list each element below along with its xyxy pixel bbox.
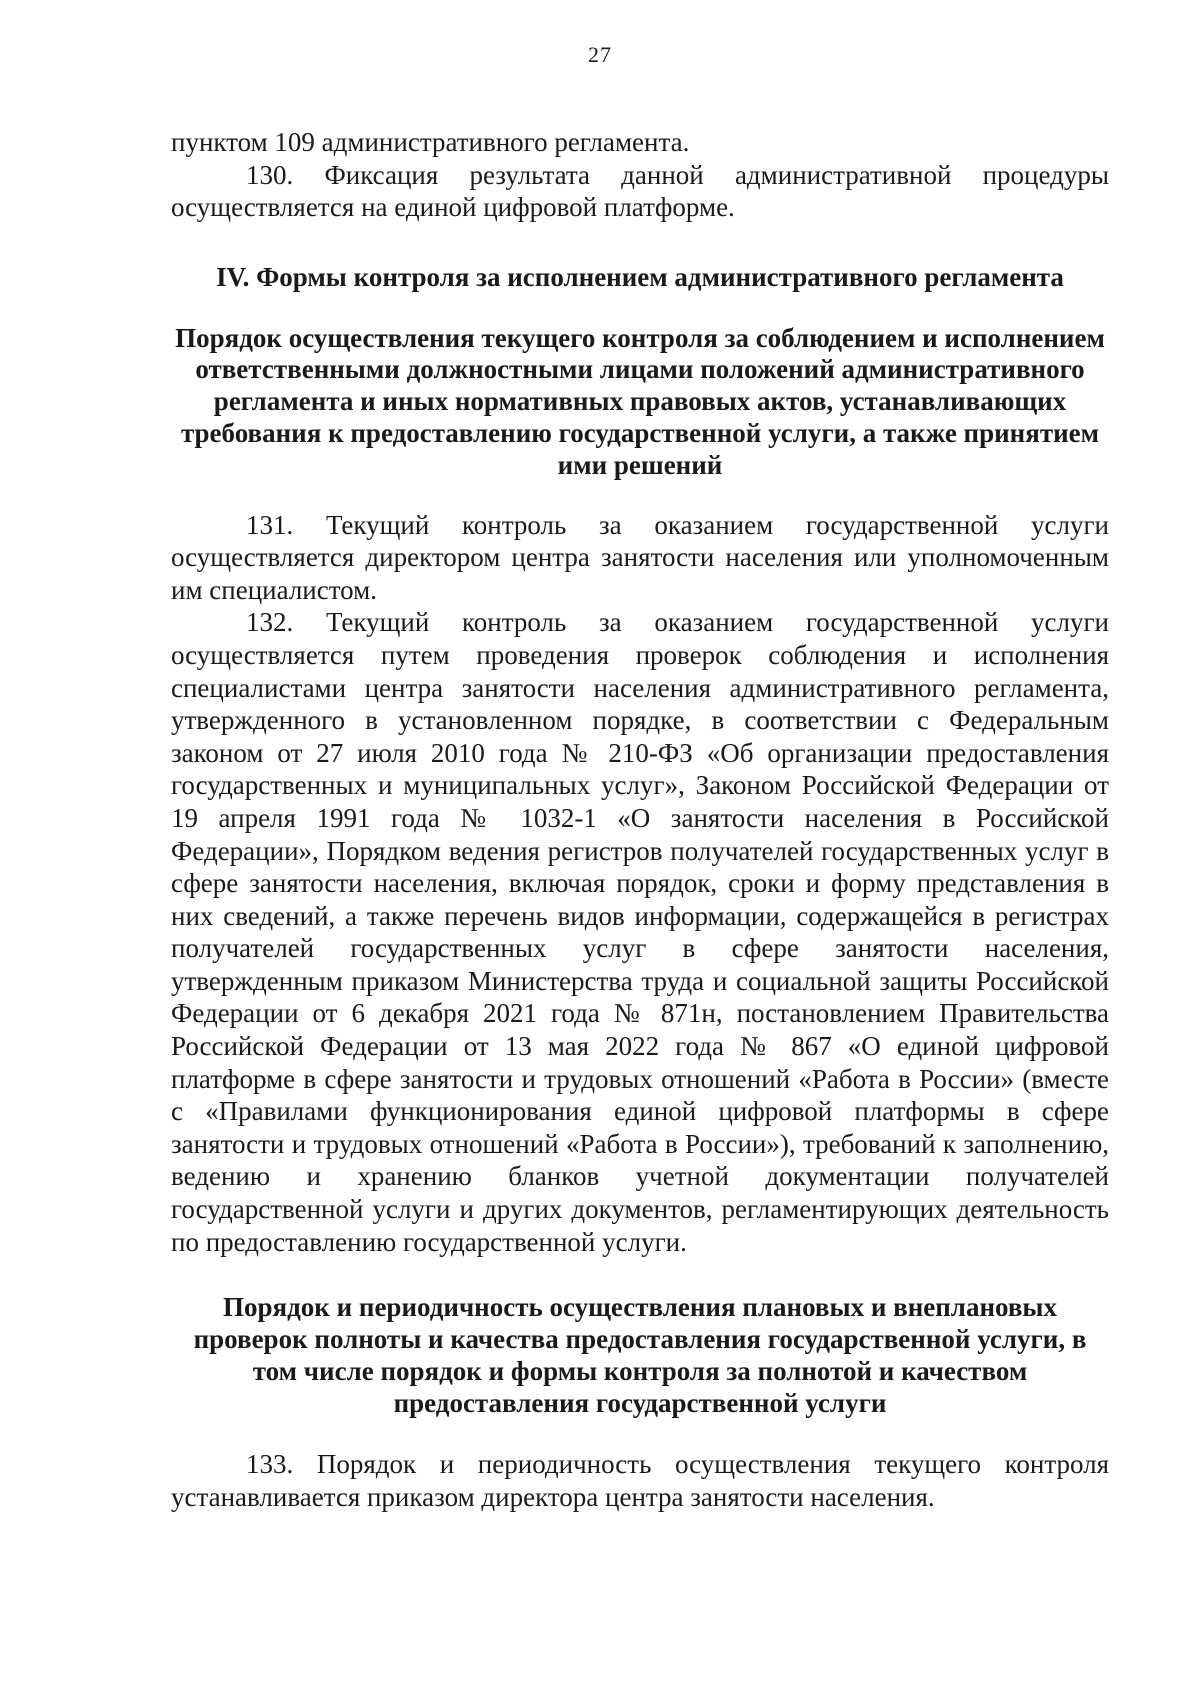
subsection-heading-current-control: Порядок осуществления текущего контроля за соблюдением и исполнением ответственными должностными лицами положений административного регламента и иных нормативных правовых актов, устанавливающих требования к предоставлению государственной услуги, а также принятием ими решений bbox=[175, 322, 1105, 480]
document-body bbox=[171, 126, 1109, 1514]
paragraph-130: 130. Фиксация результата данной административной процедуры осуществляется на единой цифровой платформе. bbox=[171, 159, 1109, 223]
paragraph-133: 133. Порядок и периодичность осуществления текущего контроля устанавливается приказом директора центра занятости населения. bbox=[171, 1449, 1109, 1512]
subsection-heading-inspections: Порядок и периодичность осуществления плановых и внеплановых проверок полноты и качества предоставления государственной услуги, в том числе порядок и формы контроля за полнотой и качеством предоставления государственной услуги bbox=[193, 1292, 1087, 1418]
section-heading: IV. Формы контроля за исполнением административного регламента bbox=[216, 261, 1064, 292]
paragraph-continuation: пунктом 109 административного регламента. bbox=[171, 127, 690, 157]
page-number: 27 bbox=[588, 42, 612, 67]
paragraph-132: 132. Текущий контроль за оказанием государственной услуги осуществляется путем проведения проверок соблюдения и исполнения специалистами центра занятости населения административного регламента, утвержденного в установленном порядке, в соответствии с Федеральным законом от 27 июля 2010 года № 210-ФЗ «Об организации предоставления государственных и муниципальных услуг», Законом Российской Федерации от 19 апреля 1991 года № 1032-1 «О занятости населения в Российской Федерации», Порядком ведения регистров получателей государственных услуг в сфере занятости населения, включая порядок, сроки и форму представления в них сведений, а также перечень видов информации, содержащейся в регистрах получателей государственных услуг в сфере занятости населения, утвержденным приказом Министерства труда и социальной защиты Российской Федерации от 6 декабря 2021 года № 871н, постановлением Правительства Российской Федерации от 13 мая 2022 года № 867 «О единой цифровой платформе в сфере занятости и трудовых отношений «Работа в России» (вместе с «Правилами функционирования единой цифровой платформы в сфере занятости и трудовых отношений «Работа в России»), требований к заполнению, ведению и хранению бланков учетной документации получателей государственной услуги и других документов, регламентирующих деятельность по предоставлению государственной услуги. bbox=[171, 607, 1109, 1257]
paragraph-131: 131. Текущий контроль за оказанием государственной услуги осуществляется директором центра занятости населения или уполномоченным им специалистом. bbox=[171, 509, 1109, 605]
